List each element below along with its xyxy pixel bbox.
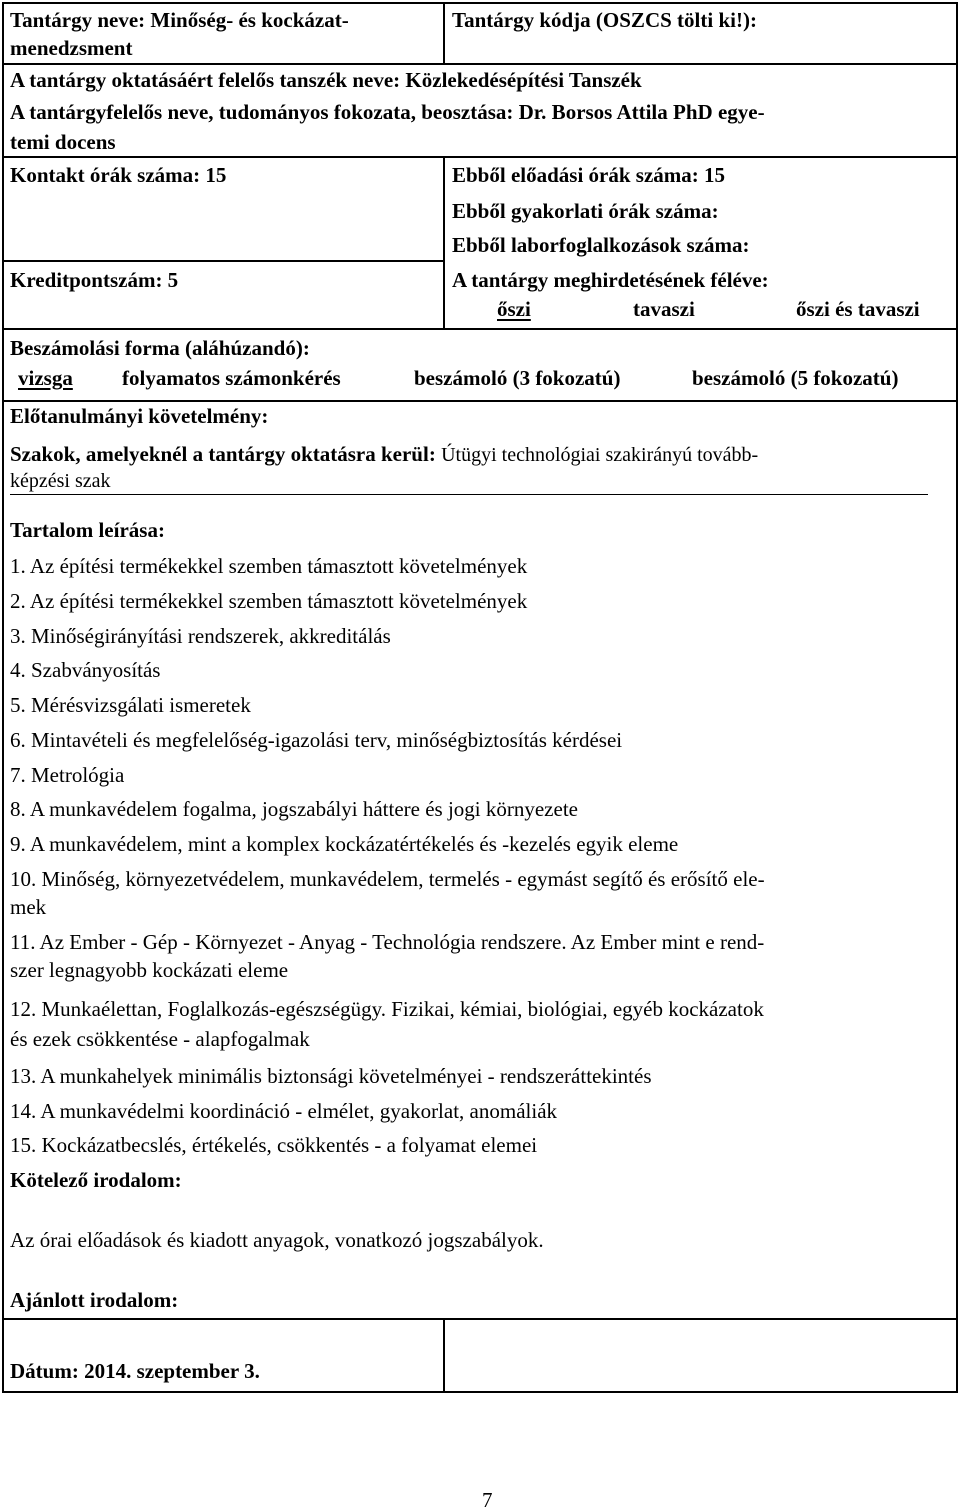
department: A tantárgy oktatásáért felelős tanszék neve: Közlekedésépítési Tanszék bbox=[10, 68, 642, 92]
rule-after-assessment bbox=[2, 400, 958, 402]
programs-row bbox=[10, 442, 758, 467]
content-line-7: 7. Metrológia bbox=[10, 763, 125, 787]
practice-hours: Ebből gyakorlati órák száma: bbox=[452, 199, 719, 223]
semester-option-spring: tavaszi bbox=[633, 297, 695, 321]
programs-value-line1: Útügyi technológiai szakirányú tovább- bbox=[441, 444, 759, 466]
divider-date-col bbox=[443, 1318, 445, 1393]
frame-right bbox=[956, 2, 958, 1393]
divider-header-col bbox=[443, 2, 445, 65]
programs-underline bbox=[10, 494, 928, 495]
lecture-hours: Ebből előadási órák száma: 15 bbox=[452, 163, 726, 187]
content-line-15: 15. Kockázatbecslés, értékelés, csökkentés - a folyamat elemei bbox=[10, 1133, 538, 1157]
responsible-line2: temi docens bbox=[10, 130, 116, 154]
responsible-line1: A tantárgyfelelős neve, tudományos fokozata, beosztása: Dr. Borsos Attila PhD egye- bbox=[10, 100, 765, 124]
assessment-option-exam: vizsga bbox=[18, 366, 73, 390]
content-line-14: 14. A munkavédelmi koordináció - elmélet, gyakorlat, anomáliák bbox=[10, 1099, 558, 1123]
content-line-3: 3. Minőségirányítási rendszerek, akkreditálás bbox=[10, 624, 391, 648]
assessment-label: Beszámolási forma (aláhúzandó): bbox=[10, 336, 310, 360]
divider-hours-col bbox=[443, 156, 445, 330]
subject-code: Tantárgy kódja (OSZCS tölti ki!): bbox=[452, 8, 757, 32]
page-number: 7 bbox=[482, 1488, 493, 1512]
subject-name-cont: menedzsment bbox=[10, 36, 133, 60]
programs-label: Szakok, amelyeknél a tantárgy oktatásra kerül: bbox=[10, 442, 436, 466]
content-line-5: 5. Mérésvizsgálati ismeretek bbox=[10, 693, 251, 717]
content-line-10a: 10. Minőség, környezetvédelem, munkavédelem, termelés - egymást segítő és erősítő ele- bbox=[10, 867, 765, 891]
mandatory-literature-value: Az órai előadások és kiadott anyagok, vonatkozó jogszabályok. bbox=[10, 1228, 544, 1252]
content-line-11b: szer legnagyobb kockázati eleme bbox=[10, 958, 289, 982]
rule-after-hours bbox=[2, 328, 958, 330]
frame-left bbox=[2, 2, 4, 1393]
rule-after-title bbox=[2, 63, 958, 65]
assessment-option-report5: beszámoló (5 fokozatú) bbox=[692, 366, 899, 390]
frame-top bbox=[2, 2, 958, 4]
semester-option-autumn: őszi bbox=[497, 297, 531, 321]
assessment-option-report3: beszámoló (3 fokozatú) bbox=[414, 366, 621, 390]
semester-option-both: őszi és tavaszi bbox=[796, 297, 920, 321]
mandatory-literature-label: Kötelező irodalom: bbox=[10, 1168, 182, 1192]
subject-name: Tantárgy neve: Minőség- és kockázat- bbox=[10, 8, 349, 32]
assessment-option-continuous: folyamatos számonkérés bbox=[122, 366, 341, 390]
rule-mid-hours bbox=[2, 260, 443, 262]
content-line-6: 6. Mintavételi és megfelelőség-igazolási terv, minőségbiztosítás kérdései bbox=[10, 728, 623, 752]
lab-hours: Ebből laborfoglalkozások száma: bbox=[452, 233, 750, 257]
content-line-4: 4. Szabványosítás bbox=[10, 658, 161, 682]
content-line-8: 8. A munkavédelem fogalma, jogszabályi háttere és jogi környezete bbox=[10, 797, 578, 821]
semester-label: A tantárgy meghirdetésének féléve: bbox=[452, 268, 769, 292]
frame-bottom bbox=[2, 1391, 958, 1393]
programs-value-line2: képzési szak bbox=[10, 470, 111, 492]
prerequisites-label: Előtanulmányi követelmény: bbox=[10, 404, 269, 428]
content-line-11a: 11. Az Ember - Gép - Környezet - Anyag - Technológia rendszere. Az Ember mint e rend- bbox=[10, 930, 765, 954]
content-line-12a: 12. Munkaélettan, Foglalkozás-egészségügy. Fizikai, kémiai, biológiai, egyéb kockázatok bbox=[10, 997, 764, 1021]
content-line-13: 13. A munkahelyek minimális biztonsági követelményei - rendszeráttekintés bbox=[10, 1064, 652, 1088]
content-line-1: 1. Az építési termékekkel szemben támasztott követelmények bbox=[10, 554, 528, 578]
recommended-literature-label: Ajánlott irodalom: bbox=[10, 1288, 179, 1312]
content-line-12b: és ezek csökkentése - alapfogalmak bbox=[10, 1027, 310, 1051]
contact-hours: Kontakt órák száma: 15 bbox=[10, 163, 227, 187]
content-line-2: 2. Az építési termékekkel szemben támasztott követelmények bbox=[10, 589, 528, 613]
credit-points: Kreditpontszám: 5 bbox=[10, 268, 179, 292]
rule-after-responsible bbox=[2, 156, 958, 158]
content-line-10b: mek bbox=[10, 895, 47, 919]
content-label: Tartalom leírása: bbox=[10, 518, 165, 542]
content-line-9: 9. A munkavédelem, mint a komplex kockázatértékelés és -kezelés egyik eleme bbox=[10, 832, 679, 856]
date: Dátum: 2014. szeptember 3. bbox=[10, 1359, 260, 1383]
rule-after-literature bbox=[2, 1318, 958, 1320]
